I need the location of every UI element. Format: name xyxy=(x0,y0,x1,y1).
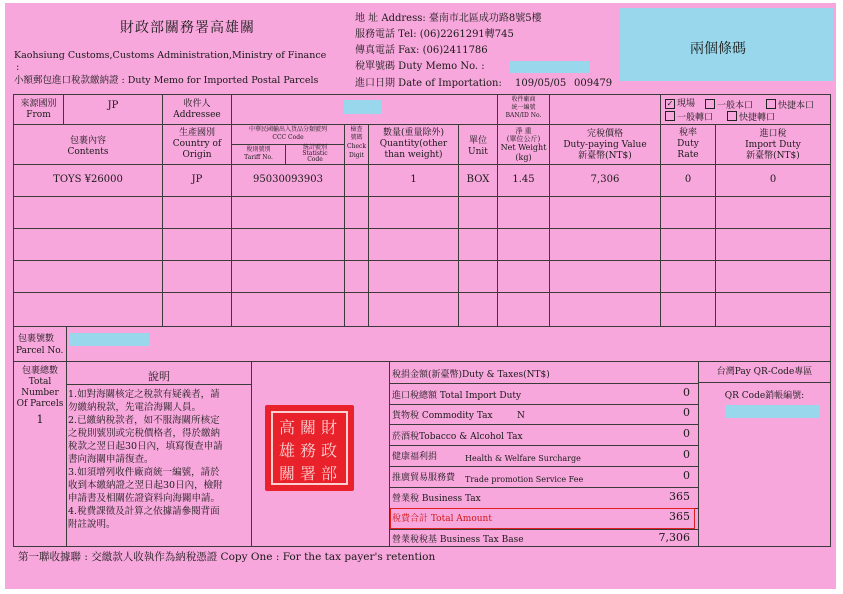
rule xyxy=(13,94,14,547)
seal-char: 部 xyxy=(321,464,338,483)
col-stat-en1: Statistic xyxy=(302,150,328,157)
col-weight-zh1: 淨 重 xyxy=(515,127,532,135)
item-duty: 0 xyxy=(769,174,777,185)
col-weight-en2: (kg) xyxy=(515,153,532,162)
qr-account-redaction xyxy=(725,405,820,418)
delivery-option-general-local[interactable]: 一般本口 xyxy=(705,99,753,112)
seal-char: 署 xyxy=(300,464,317,483)
office-tel: 服務電話 Tel: (06)2261291轉745 xyxy=(355,29,514,40)
rule xyxy=(389,529,698,530)
note-line: 之稅則號別或完稅價格者，得於繳納 xyxy=(68,428,221,439)
note-line: 勿繳納稅款，先電洽海關人員。 xyxy=(68,402,202,413)
item-weight: 1.45 xyxy=(512,174,535,185)
total-parcels-zh: 包裹總數 xyxy=(21,366,58,376)
col-origin-zh: 生產國別 xyxy=(178,128,215,138)
col-check-zh2: 號碼 xyxy=(350,134,363,141)
tax-label-commodity: 貨物稅 Commodity Tax xyxy=(392,411,493,421)
ban-label-en: BAN/ID No. xyxy=(505,112,542,119)
item-origin: JP xyxy=(191,174,203,185)
item-rate: 0 xyxy=(684,174,692,185)
origin-label-en: From xyxy=(26,110,51,120)
import-sequence: 009479 xyxy=(574,78,613,89)
tax-value-trade: 0 xyxy=(683,469,690,482)
note-line: 稅款之翌日起30日內，填寫復查申請 xyxy=(68,441,223,452)
customs-title-en: Kaohsiung Customs,Customs Administration,Ministry of Finance xyxy=(14,50,327,61)
seal-char: 關 xyxy=(279,464,296,483)
checkbox-checked-icon[interactable]: ✓ xyxy=(666,99,674,108)
delivery-option-express-local[interactable]: 快捷本口 xyxy=(766,99,814,112)
tax-label-health-en: Health & Welfare Surcharge xyxy=(465,454,581,463)
rule xyxy=(389,445,698,446)
tax-value-business: 365 xyxy=(669,490,690,503)
ban-label-zh2: 統一編號 xyxy=(511,104,536,111)
tax-label-business: 營業稅 Business Tax xyxy=(392,494,481,504)
total-parcels-value: 1 xyxy=(36,413,44,426)
seal-char: 政 xyxy=(321,441,338,460)
rule xyxy=(389,383,698,384)
rule xyxy=(389,487,698,488)
import-date-label: 進口日期 Date of Importation: xyxy=(355,78,502,89)
notes-title: 說明 xyxy=(148,370,170,383)
addressee-label-zh: 收件人 xyxy=(183,99,211,109)
note-line: 書向海關申請復查。 xyxy=(68,454,154,465)
total-parcels-en2: Number xyxy=(21,388,59,398)
parcel-no-label-en: Parcel No. xyxy=(16,346,64,356)
col-weight-en1: Net Weight xyxy=(500,143,547,152)
tax-label-total: 稅費合計 Total Amount xyxy=(392,514,492,524)
item-qty: 1 xyxy=(410,174,417,185)
qr-account-label: QR Code銷帳編號: xyxy=(724,391,805,401)
qr-title: 台灣Pay QR-Code專區 xyxy=(716,367,813,377)
tax-label-trade-en: Trade promotion Service Fee xyxy=(465,475,584,484)
seal-char: 務 xyxy=(300,441,317,460)
tax-value-base: 7,306 xyxy=(658,531,690,544)
office-address: 地 址 Address: 臺南市北區成功路8號5樓 xyxy=(355,13,542,24)
item-value: 7,306 xyxy=(590,174,620,185)
duty-memo-no-label: 稅單號碼 Duty Memo No. : xyxy=(355,61,485,72)
note-line: 收到本繳納證之翌日起30日內，檢附 xyxy=(68,480,223,491)
seal-char: 高 xyxy=(279,418,296,437)
col-value-unit: 新臺幣(NT$) xyxy=(578,151,632,161)
rule xyxy=(251,361,252,546)
rule xyxy=(13,94,831,95)
origin-value: JP xyxy=(107,100,119,111)
rule xyxy=(698,361,699,546)
office-fax: 傳真電話 Fax: (06)2411786 xyxy=(355,45,488,56)
tax-value-tobacco: 0 xyxy=(683,427,690,440)
total-parcels-en3: Of Parcels xyxy=(16,399,64,409)
item-unit: BOX xyxy=(466,174,490,185)
col-origin-en1: Country of xyxy=(172,139,222,149)
tax-label-trade: 推廣貿易服務費 xyxy=(392,473,456,483)
rule xyxy=(389,424,698,425)
checkbox-icon[interactable] xyxy=(727,111,737,121)
col-ccc-zh: 中華民國輸出入貨品分類號列 xyxy=(248,126,327,133)
checkbox-icon[interactable] xyxy=(705,99,715,109)
item-contents: TOYS ¥26000 xyxy=(53,174,123,185)
rule xyxy=(13,260,831,261)
taxes-header: 稅捐金額(新臺幣)Duty & Taxes(NT$) xyxy=(392,370,550,380)
tax-value-health: 0 xyxy=(683,448,690,461)
import-date: 109/05/05 xyxy=(515,78,567,89)
col-unit-en: Unit xyxy=(468,147,488,157)
col-import-zh: 進口稅 xyxy=(759,129,787,139)
note-line: 1.如對海關核定之稅款有疑義者，請 xyxy=(68,389,220,400)
rule xyxy=(13,196,831,197)
col-value-zh: 完稅價格 xyxy=(586,129,623,139)
rule xyxy=(830,94,831,547)
seal-char: 財 xyxy=(321,418,338,437)
col-origin-en2: Origin xyxy=(182,150,212,160)
seal-char: 關 xyxy=(300,418,317,437)
barcode-label: 兩個條碼 xyxy=(690,41,746,57)
tax-commodity-flag: N xyxy=(517,411,525,421)
col-qty-en1: Quantity(other xyxy=(379,139,448,149)
col-contents-zh: 包裹內容 xyxy=(69,136,106,146)
tax-value-total: 365 xyxy=(669,510,690,523)
tax-value-commodity: 0 xyxy=(683,406,690,419)
col-stat-zh: 統計號別 xyxy=(302,144,327,151)
tax-label-tobacco: 菸酒稅Tobacco & Alcohol Tax xyxy=(392,432,523,442)
seal-char: 雄 xyxy=(279,441,296,460)
header-colon: : xyxy=(16,62,20,73)
customs-title: 財政部關務署高雄關 xyxy=(120,20,255,36)
col-value-en: Duty-paying Value xyxy=(563,140,647,150)
col-import-unit: 新臺幣(NT$) xyxy=(746,151,800,161)
col-tariff-zh: 稅則號別 xyxy=(246,146,271,153)
col-check-zh1: 檢查 xyxy=(350,126,363,133)
footer-copy-note: 第一聯收據聯 : 交繳款人收執作為納稅憑證 Copy One : For the tax payer's retention xyxy=(18,551,436,563)
tax-label-base: 營業稅稅基 Business Tax Base xyxy=(392,535,524,545)
total-parcels-en1: Total xyxy=(28,377,52,387)
addressee-label-en: Addressee xyxy=(173,110,221,120)
col-unit-zh: 單位 xyxy=(468,136,487,146)
ban-label-zh1: 收件廠商 xyxy=(511,96,536,103)
rule xyxy=(13,124,831,125)
col-contents-en: Contents xyxy=(67,147,109,157)
col-rate-en2: Rate xyxy=(677,150,699,160)
rule xyxy=(13,228,831,229)
rule xyxy=(13,164,831,165)
memo-no-redaction xyxy=(510,61,590,73)
note-line: 2.已繳納稅款者，如不服海關所核定 xyxy=(68,415,220,426)
col-rate-en1: Duty xyxy=(677,139,699,149)
checkbox-icon[interactable] xyxy=(665,111,675,121)
col-qty-en2: than weight) xyxy=(384,150,443,160)
rule xyxy=(13,326,831,327)
tax-label-import: 進口稅總額 Total Import Duty xyxy=(392,391,522,401)
parcel-no-redaction xyxy=(70,333,150,346)
note-line: 申請書及相關佐證資料向海關申請。 xyxy=(68,493,221,504)
note-line: 附註說明。 xyxy=(68,519,116,530)
parcel-no-label-zh: 包裹號數 xyxy=(18,334,55,344)
delivery-option-general-transit[interactable]: 一般轉口 xyxy=(665,111,713,124)
col-check-en1: Check xyxy=(346,143,366,150)
col-weight-zh2: (單位公斤) xyxy=(506,135,541,143)
col-stat-en2: Code xyxy=(307,156,323,163)
official-seal-icon xyxy=(265,405,354,491)
checkbox-icon[interactable] xyxy=(766,99,776,109)
note-line: 3.如須增列收件廠商統一編號，請於 xyxy=(68,467,220,478)
rule xyxy=(389,466,698,467)
origin-label-zh: 來源國別 xyxy=(20,99,57,109)
item-tariff: 95030093903 xyxy=(253,174,323,185)
delivery-option-express-transit[interactable]: 快捷轉口 xyxy=(727,111,775,124)
rule xyxy=(66,384,251,385)
rule xyxy=(66,326,67,361)
col-ccc-en: CCC Code xyxy=(272,134,304,141)
rule xyxy=(389,404,698,405)
note-line: 4.稅費課徵及計算之依據請參閱背面 xyxy=(68,506,220,517)
delivery-option-onsite[interactable]: ✓ 現場 xyxy=(666,99,696,109)
rule xyxy=(66,361,67,546)
col-rate-zh: 稅率 xyxy=(678,128,697,138)
tax-label-health: 健康福利捐 xyxy=(392,452,438,462)
document-type: 小額郵包進口稅款繳納證 : Duty Memo for Imported Postal Parcels xyxy=(14,75,319,86)
col-qty-zh: 數量(重量除外) xyxy=(382,128,445,138)
addressee-redaction xyxy=(344,100,382,114)
col-tariff-en: Tariff No. xyxy=(244,154,273,161)
rule xyxy=(13,546,831,547)
col-import-en: Import Duty xyxy=(745,140,801,150)
rule xyxy=(13,292,831,293)
col-check-en2: Digit xyxy=(349,152,364,159)
tax-value-import: 0 xyxy=(683,386,690,399)
rule xyxy=(698,382,830,383)
rule xyxy=(13,361,831,362)
